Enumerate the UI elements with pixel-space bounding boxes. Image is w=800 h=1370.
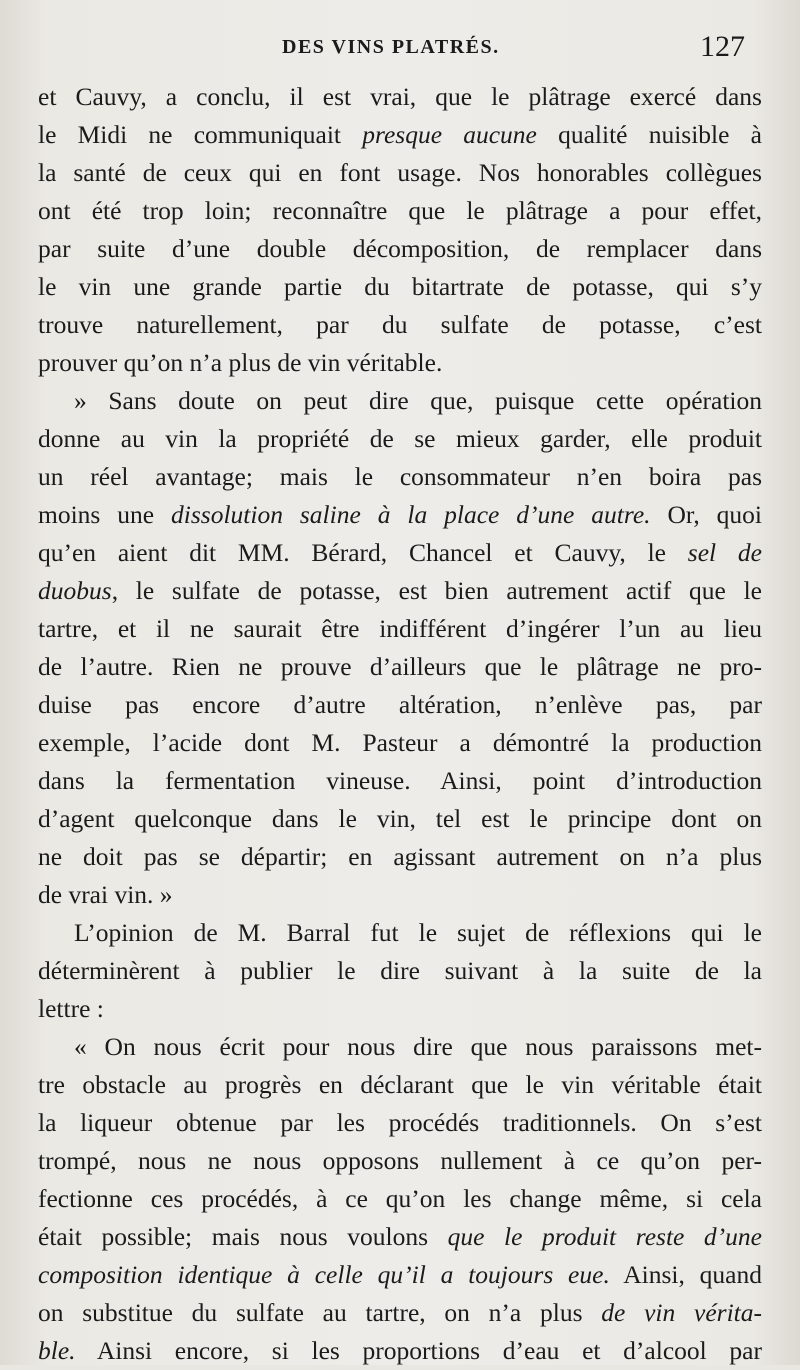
text-line-content <box>38 420 762 458</box>
text-run: et Cauvy, a conclu, il est vrai, que le plâtrage exercé dans <box>38 82 762 111</box>
text-line-content <box>38 1066 762 1104</box>
text-run: dans la fermentation vineuse. Ainsi, point d’introduction <box>38 766 762 795</box>
text-run: moins une <box>38 500 172 529</box>
text-run: par suite d’une double décomposition, de remplacer dans <box>38 234 762 263</box>
text-line-content <box>38 686 762 724</box>
text-line-content <box>38 534 762 572</box>
text-line <box>38 78 762 116</box>
text-line <box>38 382 762 420</box>
text-line-content <box>38 1294 762 1332</box>
text-run: était possible; mais nous voulons <box>38 1222 448 1251</box>
text-run: de vrai vin. » <box>38 880 173 909</box>
text-line <box>38 420 762 458</box>
text-line <box>38 876 762 914</box>
text-run: la santé de ceux qui en font usage. Nos honorables collègues <box>38 158 762 187</box>
text-line <box>38 572 762 610</box>
text-run: duise pas encore d’autre altération, n’enlève pas, par <box>38 690 762 719</box>
text-line <box>38 914 762 952</box>
text-line-content <box>38 306 762 344</box>
text-line <box>38 154 762 192</box>
text-line <box>38 952 762 990</box>
text-run: tre obstacle au progrès en déclarant que le vin véritable était <box>38 1070 762 1099</box>
text-line-content <box>38 496 762 534</box>
text-line <box>38 762 762 800</box>
text-run: « On nous écrit pour nous dire que nous paraissons met- <box>74 1032 762 1061</box>
text-run: trouve naturellement, par du sulfate de potasse, c’est <box>38 310 762 339</box>
text-line-content <box>38 1256 762 1294</box>
text-line <box>38 192 762 230</box>
text-line <box>38 1066 762 1104</box>
text-run: tartre, et il ne saurait être indifférent d’ingérer l’un au lieu <box>38 614 762 643</box>
text-run: trompé, nous ne nous opposons nullement à ce qu’on per- <box>38 1146 762 1175</box>
italic-text: ble. <box>38 1336 76 1365</box>
text-line-content <box>38 952 762 990</box>
text-line-content <box>38 116 762 154</box>
text-run: exemple, l’acide dont M. Pasteur a démontré la production <box>38 728 762 757</box>
text-run: qualité nuisible à <box>536 120 762 149</box>
text-line-content <box>38 1218 762 1256</box>
italic-text: sel de <box>687 538 762 567</box>
text-run: déterminèrent à publier le dire suivant à la suite de la <box>38 956 762 985</box>
text-line <box>38 306 762 344</box>
text-line <box>38 1028 762 1066</box>
text-line <box>38 800 762 838</box>
text-line <box>38 1294 762 1332</box>
text-run: Ainsi encore, si les proportions d’eau et d’alcool par <box>75 1336 762 1365</box>
page-header <box>0 30 800 70</box>
text-run: d’agent quelconque dans le vin, tel est le principe dont on <box>38 804 762 833</box>
text-line-content <box>38 838 762 876</box>
text-run: ont été trop loin; reconnaître que le plâtrage a pour effet, <box>38 196 762 225</box>
text-run: donne au vin la propriété de se mieux garder, elle produit <box>38 424 762 453</box>
text-line-content <box>38 990 762 1028</box>
text-run: Ainsi, quand <box>609 1260 763 1289</box>
text-line <box>38 724 762 762</box>
page-number: 127 <box>700 30 745 63</box>
text-line-content <box>38 800 762 838</box>
text-line-content <box>38 192 762 230</box>
text-line-content <box>38 458 762 496</box>
text-line <box>38 534 762 572</box>
text-run: L’opinion de M. Barral fut le sujet de réflexions qui le <box>74 918 762 947</box>
text-run: on substitue du sulfate au tartre, on n’a plus <box>38 1298 602 1327</box>
body-text <box>38 78 762 1370</box>
text-run: qu’en aient dit MM. Bérard, Chancel et Cauvy, le <box>38 538 688 567</box>
text-line-content <box>38 268 762 306</box>
italic-text: composition identique à celle qu’il a toujours eue. <box>38 1260 610 1289</box>
text-line <box>38 1180 762 1218</box>
text-line-content <box>38 78 762 116</box>
text-line-content <box>38 1104 762 1142</box>
text-line-content <box>38 762 762 800</box>
text-line-content <box>38 648 762 686</box>
text-line <box>38 116 762 154</box>
text-line-content <box>38 572 762 610</box>
text-line-content <box>38 230 762 268</box>
italic-text: dissolution saline à la place d’une autre. <box>171 500 651 529</box>
italic-text: de vin vérita- <box>601 1298 762 1327</box>
text-line-content <box>38 1332 762 1370</box>
text-line-content <box>74 914 762 952</box>
text-line <box>38 686 762 724</box>
text-run: le vin une grande partie du bitartrate de potasse, qui s’y <box>38 272 762 301</box>
running-title: DES VINS PLATRÉS. <box>282 36 500 58</box>
text-line <box>38 458 762 496</box>
text-run: un réel avantage; mais le consommateur n’en boira pas <box>38 462 762 491</box>
text-line-content <box>74 1028 762 1066</box>
text-line-content <box>38 344 762 382</box>
text-line <box>38 496 762 534</box>
text-line <box>38 838 762 876</box>
text-line-content <box>38 1180 762 1218</box>
text-line <box>38 344 762 382</box>
text-run: la liqueur obtenue par les procédés traditionnels. On s’est <box>38 1108 762 1137</box>
text-run: lettre : <box>38 994 104 1023</box>
text-line-content <box>38 610 762 648</box>
text-line <box>38 1332 762 1370</box>
text-line <box>38 268 762 306</box>
text-run: prouver qu’on n’a plus de vin véritable. <box>38 348 443 377</box>
text-line <box>38 1142 762 1180</box>
text-run: de l’autre. Rien ne prouve d’ailleurs que le plâtrage ne pro- <box>38 652 762 681</box>
text-run: le Midi ne communiquait <box>38 120 363 149</box>
text-line-content <box>38 876 762 914</box>
text-line <box>38 1218 762 1256</box>
text-run: , le sulfate de potasse, est bien autrement actif que le <box>111 576 762 605</box>
text-line <box>38 1256 762 1294</box>
italic-text: presque aucune <box>362 120 537 149</box>
italic-text: que le produit reste d’une <box>447 1222 762 1251</box>
text-run: » Sans doute on peut dire que, puisque cette opération <box>74 386 762 415</box>
text-line-content <box>74 382 762 420</box>
text-run: ne doit pas se départir; en agissant autrement on n’a plus <box>38 842 762 871</box>
text-line <box>38 610 762 648</box>
text-line-content <box>38 154 762 192</box>
text-line <box>38 648 762 686</box>
text-line-content <box>38 1142 762 1180</box>
text-run: fectionne ces procédés, à ce qu’on les change même, si cela <box>38 1184 762 1213</box>
text-line <box>38 990 762 1028</box>
italic-text: duobus <box>38 576 112 605</box>
text-line-content <box>38 724 762 762</box>
text-line <box>38 230 762 268</box>
text-line <box>38 1104 762 1142</box>
text-run: Or, quoi <box>650 500 762 529</box>
